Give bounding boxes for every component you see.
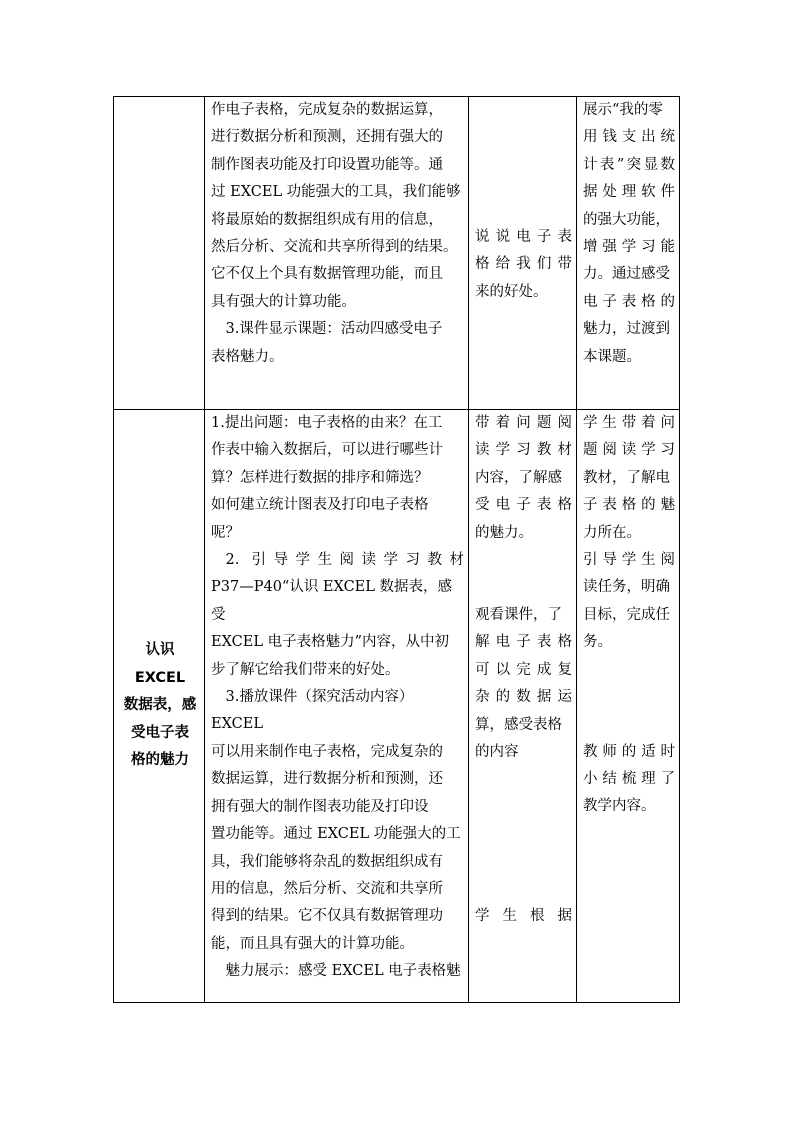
text-line: 作电子表格，完成复杂的数据运算， <box>211 102 443 118</box>
text-line: 能，而且具有强大的计算功能。 <box>211 935 414 952</box>
text-line: 2. 引导学生阅读学习教材 <box>225 552 464 569</box>
text-line: 小结梳理了 <box>583 771 675 788</box>
text-line: 力。通过感受 <box>583 266 670 283</box>
text-line: 来的好处。 <box>475 283 548 300</box>
section-title-cell <box>114 410 205 1003</box>
text-line: 读学习教材 <box>475 442 572 459</box>
text-line: 务。 <box>583 634 612 651</box>
text-line: 然后分析、交流和共享所得到的结果。 <box>211 239 458 256</box>
text-line: 的魅力。 <box>475 524 533 541</box>
design-intent-cell <box>577 410 680 1003</box>
text-line: 步了解它给我们带来的好处。 <box>211 661 400 678</box>
text-line: 说说电子表 <box>475 229 572 245</box>
teacher-activity-cell <box>205 97 469 410</box>
teacher-activity-cell <box>205 410 469 1003</box>
text-line: 具有强大的计算功能。 <box>211 293 356 310</box>
text-line: 用的信息，然后分析、交流和共享所 <box>211 880 443 897</box>
text-line: 力所在。 <box>583 524 641 541</box>
text-line: 的内容 <box>475 744 519 761</box>
lesson-plan-table <box>113 96 680 1003</box>
text-line: 进行数据分析和预测，还拥有强大的 <box>211 129 443 146</box>
text-line: 解电子表格 <box>475 634 572 651</box>
text-line: 杂的数据运 <box>475 689 572 706</box>
text-line: 算，感受表格 <box>475 716 562 733</box>
text-line: 得到的结果。它不仅具有数据管理功 <box>211 908 443 925</box>
text-line: 如何建立统计图表及打印电子表格 <box>211 497 429 514</box>
text-line: 引导学生阅 <box>583 552 675 569</box>
text-line: 拥有强大的制作图表功能及打印设 <box>211 798 429 815</box>
text-line: 学生带着问 <box>583 415 675 431</box>
text-line: P37—P40“认识 EXCEL 数据表，感受 <box>211 579 453 623</box>
text-line: 计表”突显数 <box>583 156 675 173</box>
text-line: 制作图表功能及打印设置功能等。通 <box>211 156 443 173</box>
text-line: 子表格的魅 <box>583 497 675 514</box>
text-line: 展示“我的零 <box>583 102 663 118</box>
text-line: 可以完成复 <box>475 661 572 678</box>
text-line: 3.播放课件（探究活动内容）EXCEL <box>211 689 414 733</box>
text-line: 过 EXCEL 功能强大的工具，我们能够 <box>211 184 461 201</box>
section-title-line: 格的魅力 <box>131 752 189 769</box>
text-line: 魅力展示：感受 EXCEL 电子表格魅 <box>225 963 461 980</box>
text-line: 据处理软件 <box>583 184 675 201</box>
text-line: 数据运算，进行数据分析和预测，还 <box>211 771 443 788</box>
section-cell <box>114 97 205 410</box>
text-line: 用钱支出统 <box>583 129 675 146</box>
text-line: 观看课件，了 <box>475 607 562 624</box>
table-row <box>114 97 680 410</box>
text-line: 格给我们带 <box>475 256 572 273</box>
text-line: 可以用来制作电子表格，完成复杂的 <box>211 743 443 760</box>
text-line: 置功能等。通过 EXCEL 功能强大的工 <box>211 826 461 843</box>
text-line: 的强大功能， <box>583 211 670 228</box>
text-line: 作表中输入数据后，可以进行哪些计 <box>211 442 443 459</box>
text-line: 算？怎样进行数据的排序和筛选？ <box>211 469 429 486</box>
text-line: 将最原始的数据组织成有用的信息， <box>211 211 443 228</box>
text-line: 增强学习能 <box>583 239 675 256</box>
text-line: 受电子表格 <box>475 497 572 514</box>
section-title-line: 受电子表 <box>131 724 189 741</box>
text-line: 3.课件显示课题：活动四感受电子 <box>225 321 443 338</box>
student-activity-cell <box>469 97 577 410</box>
section-title-line: 数据表，感 <box>123 697 197 714</box>
text-line: 题阅读学习 <box>583 442 675 459</box>
text-line: 电子表格的 <box>583 293 675 310</box>
text-line: 魅力，过渡到 <box>583 321 670 338</box>
text-line: 具，我们能够将杂乱的数据组织成有 <box>211 853 443 870</box>
text-line: 表格魅力。 <box>211 348 284 365</box>
text-line: 1.提出问题：电子表格的由来？在工 <box>211 415 443 431</box>
text-line: 呢？ <box>211 524 240 541</box>
design-intent-cell <box>577 97 680 410</box>
text-line: 读任务，明确 <box>583 579 670 596</box>
text-line: 教学内容。 <box>583 798 656 815</box>
text-line: 目标，完成任 <box>583 606 670 623</box>
text-line: 内容，了解感 <box>475 469 562 486</box>
section-title-line: 认识 EXCEL <box>134 642 186 686</box>
table-row <box>114 410 680 1003</box>
text-line: 教材，了解电 <box>583 469 670 486</box>
text-line: 本课题。 <box>583 348 641 365</box>
text-line: 带着问题阅 <box>475 415 572 431</box>
student-activity-cell <box>469 410 577 1003</box>
text-line: 学生根据 <box>475 908 572 925</box>
text-line: 它不仅上个具有数据管理功能，而且 <box>211 266 443 283</box>
text-line: 教师的适时 <box>583 743 675 760</box>
text-line: EXCEL 电子表格魅力”内容，从中初 <box>211 634 449 651</box>
